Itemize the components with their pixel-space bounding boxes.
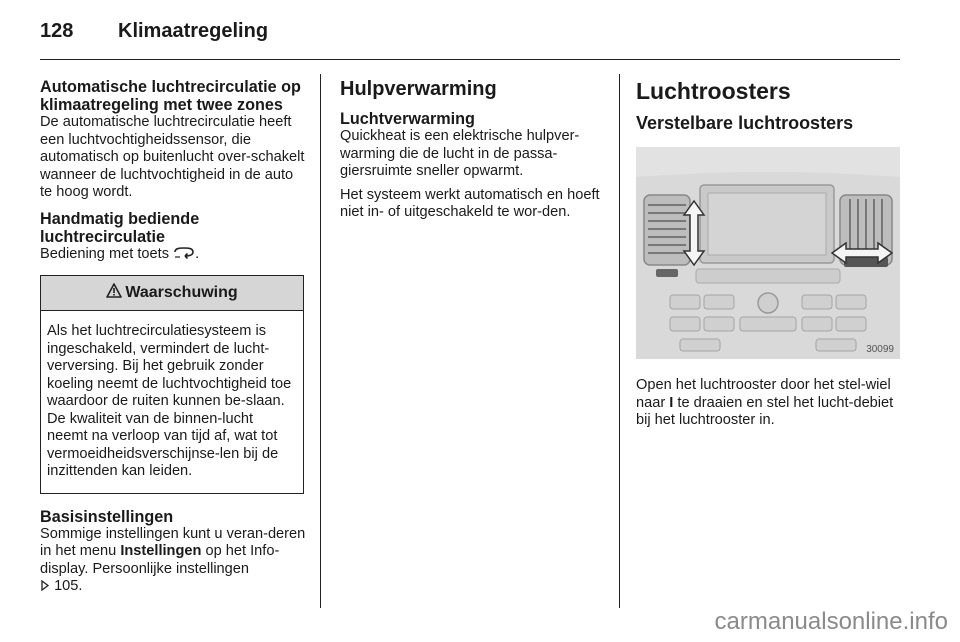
page-header — [40, 14, 900, 60]
warning-header — [41, 276, 303, 311]
section-text-manual-recirculation: Bediening met toets . — [40, 245, 200, 262]
text-automatic: Het systeem werkt automatisch en hoeft niet in- of uitgeschakeld te wor-den. — [340, 186, 600, 220]
dashboard-vents-figure — [636, 147, 900, 359]
subheading-adjustable-vents: Verstelbare luchtroosters — [636, 113, 854, 133]
section-heading-manual-recirculation: Handmatig bediende luchtrecirculatie — [40, 209, 200, 246]
section-text-basic-settings: Sommige instellingen kunt u veran-deren in het menu Instellingen op het Info-display. Persoonlijke instellingen 105. — [40, 525, 306, 594]
dashboard-illustration — [636, 147, 900, 359]
watermark: carmanualsonline.info — [714, 608, 948, 635]
column-divider-left — [320, 74, 321, 608]
warning-triangle-icon — [106, 283, 125, 303]
column-divider-right — [619, 74, 620, 608]
column-3 — [636, 78, 904, 430]
column-1 — [40, 78, 308, 596]
heading-air-vents: Luchtroosters — [636, 78, 791, 104]
section-text-auto-recirculation: De automatische luchtrecirculatie heeft een luchtvochtigheidssensor, die automatisch op buitenlucht over-schakelt wanneer de luchtvochtigheid in de auto te hoog wordt. — [40, 114, 305, 200]
text-quickheat: Quickheat is een elektrische hulpver-warming die de lucht in de passa-giersruimte sneller opwarmt. — [340, 128, 580, 179]
figure-code: 30099 — [866, 344, 894, 355]
page-reference[interactable]: 105. — [54, 578, 83, 594]
page-title: Klimaatregeling — [118, 20, 269, 42]
section-heading-basic-settings: Basisinstellingen — [40, 507, 174, 526]
subheading-air-heating: Luchtverwarming — [340, 110, 475, 128]
thumbwheel-symbol: I — [669, 394, 674, 411]
header-rule — [40, 59, 900, 60]
settings-menu-term: Instellingen — [120, 543, 202, 559]
recirculation-icon — [173, 246, 195, 262]
warning-box — [40, 275, 304, 494]
column-2 — [340, 78, 604, 222]
section-heading-auto-recirculation: Automatische luchtrecirculatie op klimaatregeling met twee zones — [40, 78, 301, 114]
text-air-vent-instructions: Open het luchtrooster door het stel-wiel naar I te draaien en stel het lucht-debiet bij het luchtrooster in. — [636, 377, 894, 428]
heading-auxiliary-heating: Hulpverwarming — [340, 78, 497, 100]
warning-title: Waarschuwing — [125, 284, 238, 301]
page-number: 128 — [40, 20, 74, 42]
page-reference-arrow-icon — [40, 578, 50, 594]
warning-text: Als het luchtrecirculatiesysteem is ingeschakeld, vermindert de lucht-verversing. Bij het gebruik zonder koeling neemt de luchtvochtigheid toe waardoor de ruiten kunnen be-slaan. De kwaliteit van de binnen-lucht neemt na verloop van tijd af, wat tot vermoeidheidsverschijnse-len bij de inzittenden kan leiden. — [47, 323, 292, 479]
